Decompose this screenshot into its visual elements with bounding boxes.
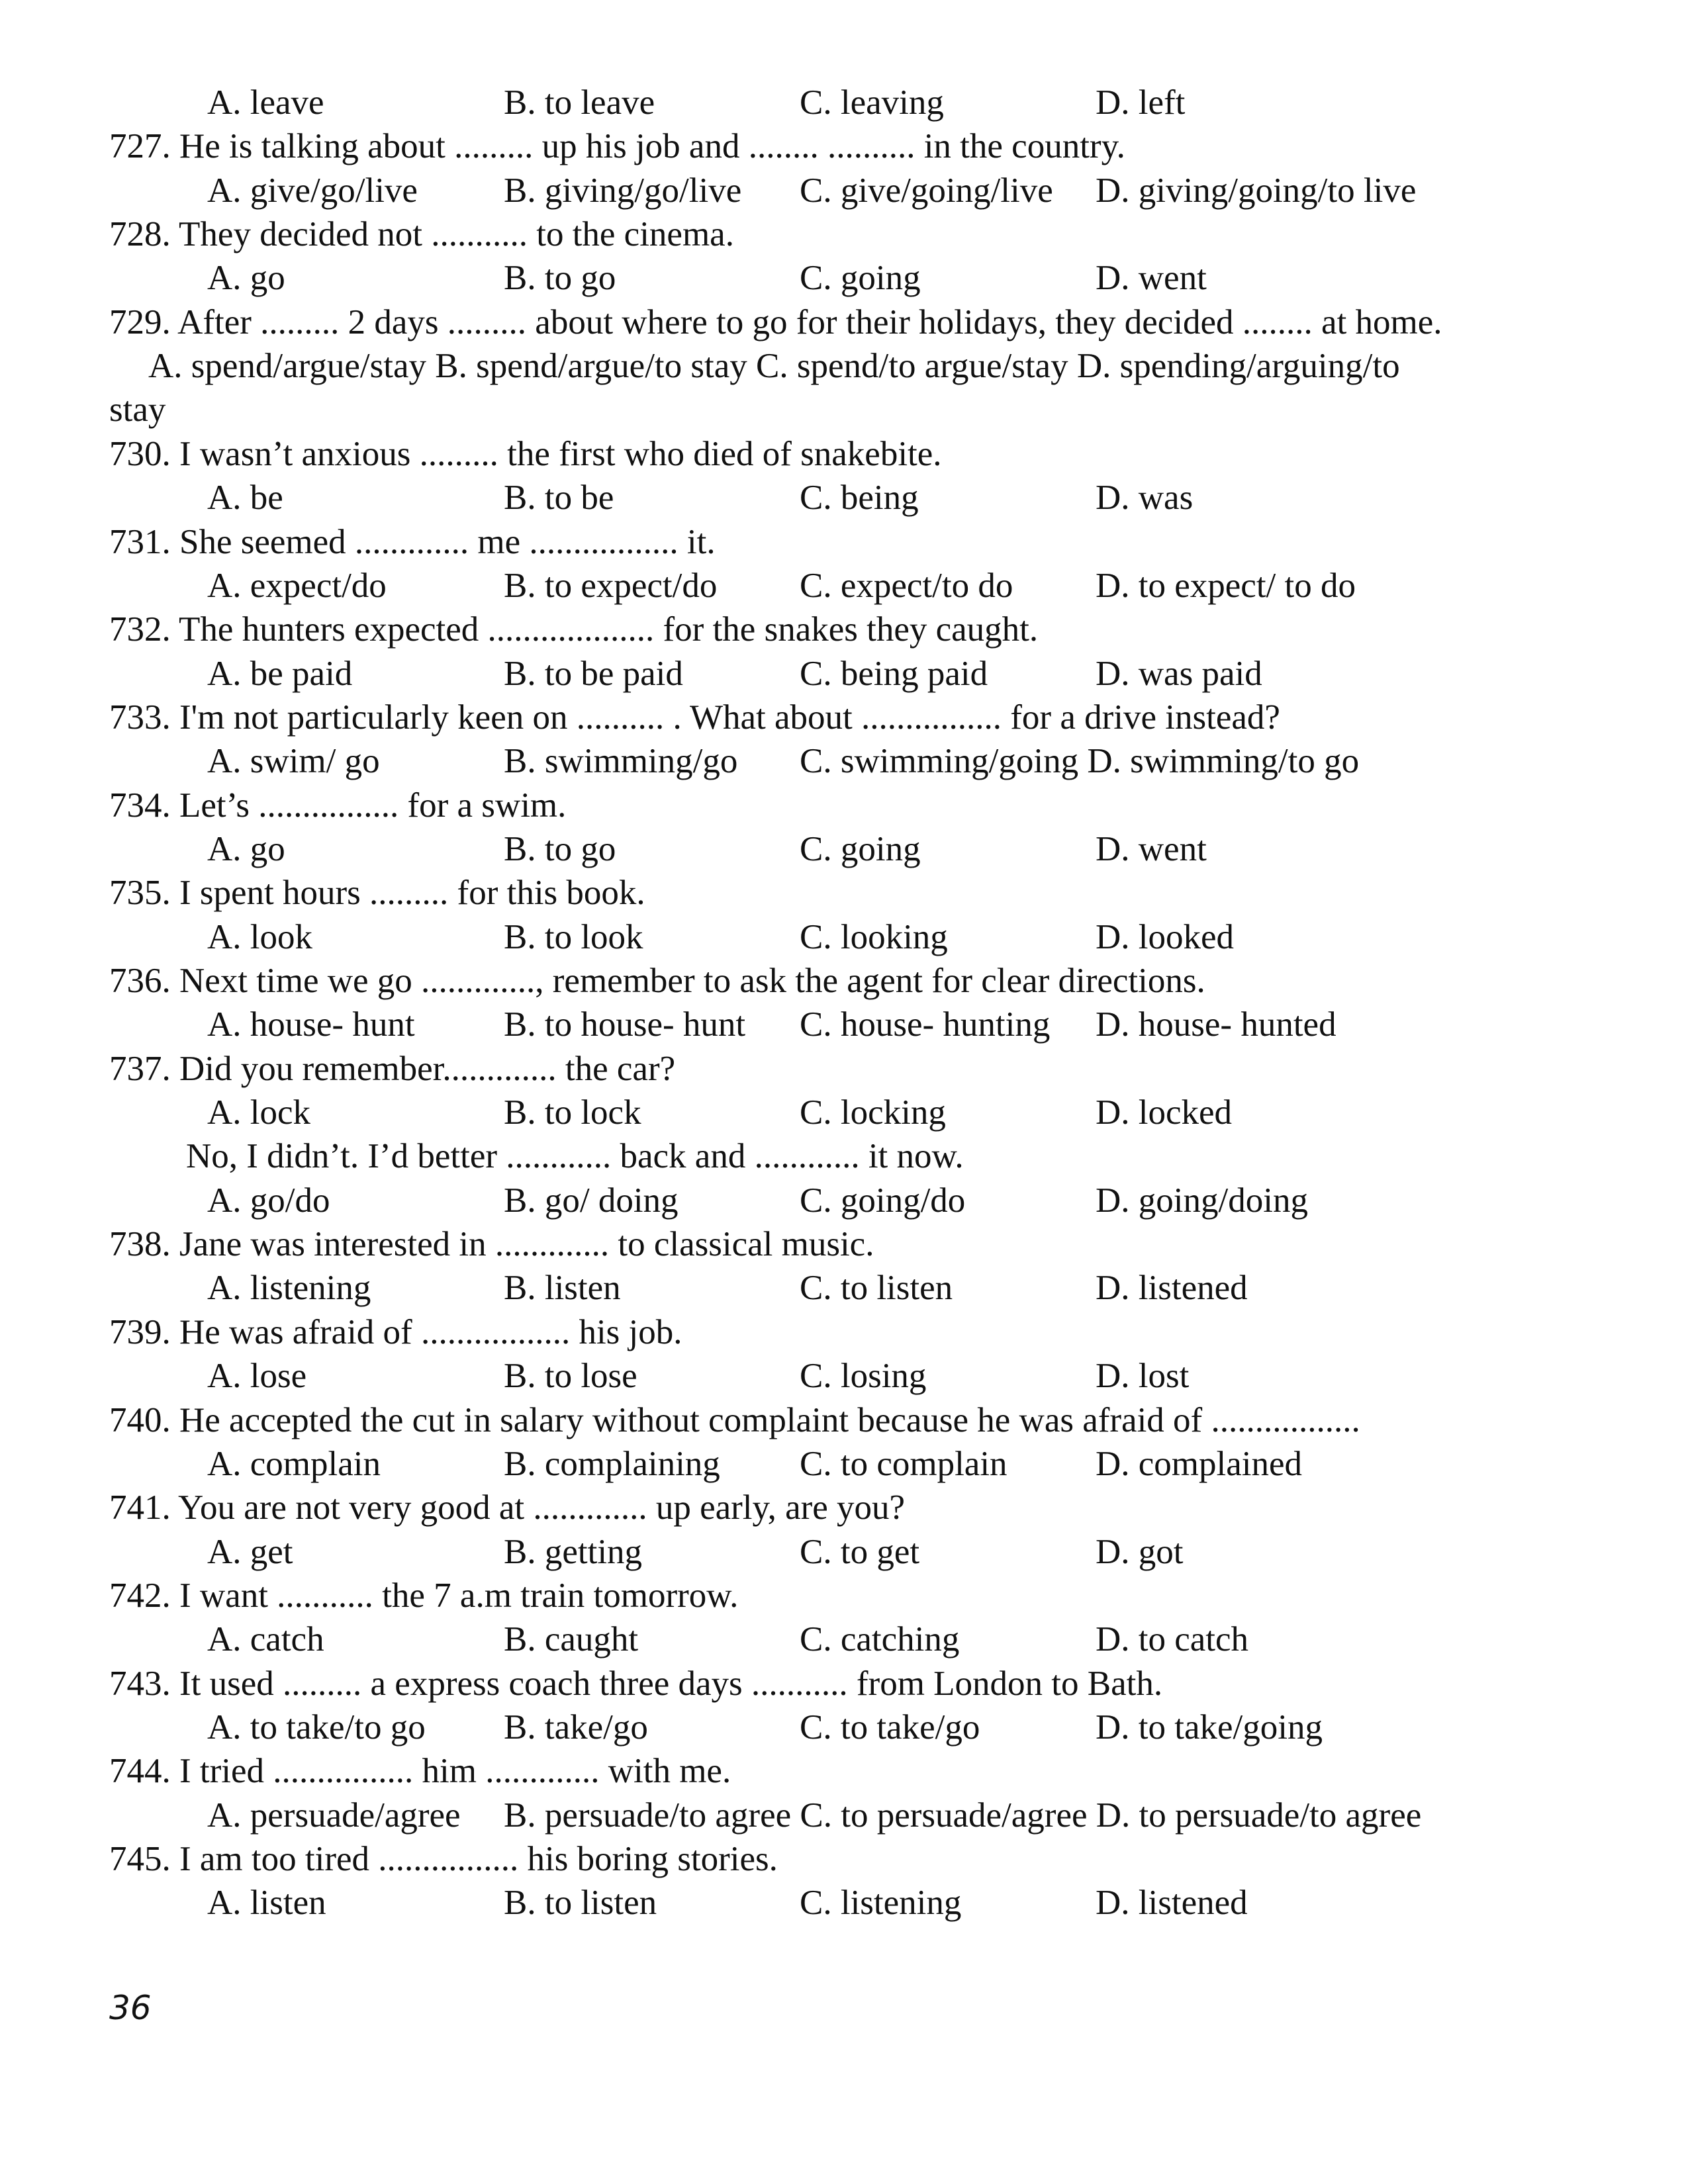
answer-option-d: D. left: [1096, 83, 1186, 122]
question-text: 743. It used ......... a express coach three days ........... from London to Bath.: [109, 1664, 1163, 1703]
answer-option-d: D. looked: [1096, 917, 1235, 956]
answer-option-b: B. listen: [504, 1269, 621, 1308]
answer-options-row: [0, 1091, 1688, 1134]
answer-option-d: D. was: [1096, 478, 1194, 518]
answer-options-row: [0, 169, 1688, 212]
answer-option-b: B. to go: [504, 829, 616, 868]
answer-options-row: [0, 388, 1688, 432]
answer-options-row: [0, 1179, 1688, 1222]
answer-option-d: D. got: [1096, 1532, 1184, 1571]
question-text: 745. I am too tired ................ his boring stories.: [109, 1840, 778, 1878]
answer-options-row: [0, 1354, 1688, 1398]
answer-option-a: A. look: [207, 917, 312, 956]
answer-option-a: A. lose: [207, 1357, 307, 1396]
answer-option-a: A. persuade/agree: [207, 1796, 461, 1835]
answer-option-a: A. listening: [207, 1269, 371, 1308]
question-text: 739. He was afraid of ................. his job.: [109, 1312, 682, 1351]
answer-option-d: D. went: [1096, 829, 1207, 868]
answer-option-b: B. complaining: [504, 1444, 720, 1483]
question-line: [0, 1047, 1688, 1091]
answer-options-row: [0, 1530, 1688, 1574]
question-line: [0, 1310, 1688, 1354]
question-line: [0, 1398, 1688, 1442]
answer-option-c: C. leaving: [800, 83, 944, 122]
answer-option-b: B. to lock: [504, 1093, 641, 1132]
answer-option-c: C. locking: [800, 1093, 946, 1132]
question-text: 740. He accepted the cut in salary without complaint because he was afraid of .................: [109, 1400, 1360, 1439]
answer-option-c: C. swimming/going D. swimming/to go: [800, 742, 1360, 781]
answer-option-b: B. go/ doing: [504, 1181, 679, 1220]
answer-option-b: B. to be: [504, 478, 614, 518]
answer-option-b: B. to listen: [504, 1884, 657, 1923]
question-line: [0, 1134, 1688, 1178]
question-line: [0, 1222, 1688, 1266]
answer-option-a: A. give/go/live: [207, 171, 418, 210]
answer-option-b: B. to leave: [504, 83, 655, 122]
answer-option-c: C. to get: [800, 1532, 920, 1571]
question-line: [0, 608, 1688, 651]
question-text: 733. I'm not particularly keen on .......... . What about ................ for a drive instead?: [109, 698, 1280, 737]
answer-option-a: A. go/do: [207, 1181, 330, 1220]
answer-option-a: A. leave: [207, 83, 324, 122]
answer-option-d: D. house- hunted: [1096, 1005, 1336, 1044]
answer-option-c: C. give/going/live: [800, 171, 1053, 210]
question-line: [0, 1486, 1688, 1529]
answer-option-a: A. be paid: [207, 654, 353, 693]
answer-option-c: C. looking: [800, 917, 948, 956]
answer-option-d: D. was paid: [1096, 654, 1262, 693]
answer-option-b: B. to house- hunt: [504, 1005, 746, 1044]
answer-option-c: C. catching: [800, 1620, 960, 1659]
answer-options-row: [0, 256, 1688, 300]
answer-option-d: D. went: [1096, 259, 1207, 298]
question-line: [0, 696, 1688, 739]
question-text: 732. The hunters expected ................... for the snakes they caught.: [109, 610, 1039, 649]
answer-option-b: B. persuade/to agree C. to persuade/agree D. to persuade/to agree: [504, 1796, 1422, 1835]
answer-options-row: [0, 344, 1688, 388]
answer-option-b: B. to lose: [504, 1357, 637, 1396]
answer-options-text: A. spend/argue/stay B. spend/argue/to stay C. spend/to argue/stay D. spending/arguing/to: [148, 347, 1400, 386]
question-line: [0, 871, 1688, 915]
answer-option-b: B. caught: [504, 1620, 639, 1659]
answer-option-b: B. to go: [504, 259, 616, 298]
answer-options-row: [0, 81, 1688, 124]
question-line: [0, 520, 1688, 564]
answer-option-a: A. go: [207, 259, 285, 298]
question-text: 730. I wasn’t anxious ......... the first who died of snakebite.: [109, 434, 942, 473]
answer-option-a: A. expect/do: [207, 566, 387, 605]
question-text: 728. They decided not ........... to the cinema.: [109, 215, 734, 254]
question-text: 741. You are not very good at ............. up early, are you?: [109, 1488, 906, 1527]
question-text: 736. Next time we go ............., remember to ask the agent for clear directions.: [109, 962, 1205, 1000]
page-number: 36: [109, 1989, 152, 2027]
question-line: [0, 432, 1688, 476]
answer-options-row: [0, 1003, 1688, 1046]
answer-options-row: [0, 564, 1688, 608]
answer-option-a: A. complain: [207, 1444, 381, 1483]
question-line: [0, 959, 1688, 1003]
question-text: No, I didn’t. I’d better ............ back and ............ it now.: [186, 1137, 964, 1176]
answer-option-b: B. getting: [504, 1532, 643, 1571]
answer-option-d: D. to catch: [1096, 1620, 1249, 1659]
answer-option-a: A. to take/to go: [207, 1707, 426, 1747]
question-text: 738. Jane was interested in ............. to classical music.: [109, 1225, 874, 1264]
answer-option-d: D. going/doing: [1096, 1181, 1308, 1220]
answer-option-b: B. to be paid: [504, 654, 683, 693]
question-line: [0, 784, 1688, 827]
answer-option-b: B. to look: [504, 917, 643, 956]
answer-options-row: [0, 1881, 1688, 1925]
answer-option-a: A. catch: [207, 1620, 324, 1659]
answer-options-row: [0, 1794, 1688, 1837]
answer-option-c: C. losing: [800, 1357, 927, 1396]
question-line: [0, 1574, 1688, 1617]
answer-option-c: C. to complain: [800, 1444, 1008, 1483]
question-line: [0, 1837, 1688, 1881]
answer-option-d: D. to take/going: [1096, 1707, 1323, 1747]
answer-options-row: [0, 739, 1688, 783]
answer-option-d: D. listened: [1096, 1269, 1248, 1308]
answer-option-c: C. to listen: [800, 1269, 953, 1308]
answer-options-row: [0, 827, 1688, 871]
answer-option-a: A. swim/ go: [207, 742, 380, 781]
answer-options-row: [0, 1266, 1688, 1310]
answer-option-c: C. going/do: [800, 1181, 966, 1220]
answer-option-d: D. to expect/ to do: [1096, 566, 1356, 605]
answer-option-d: D. giving/going/to live: [1096, 171, 1417, 210]
answer-option-a: A. be: [207, 478, 283, 518]
question-text: 727. He is talking about ......... up his job and ........ .......... in the country.: [109, 127, 1125, 166]
answer-option-c: C. to take/go: [800, 1707, 980, 1747]
answer-option-a: A. lock: [207, 1093, 311, 1132]
question-text: 731. She seemed ............. me ................. it.: [109, 522, 716, 561]
question-text: 729. After ......... 2 days ......... about where to go for their holidays, they decided ........ at home.: [109, 302, 1442, 341]
answer-option-c: C. going: [800, 259, 921, 298]
answer-option-a: A. get: [207, 1532, 293, 1571]
answer-option-a: A. listen: [207, 1884, 326, 1923]
question-line: [0, 212, 1688, 256]
answer-option-d: D. complained: [1096, 1444, 1303, 1483]
question-text: 737. Did you remember............. the car?: [109, 1049, 676, 1088]
answer-option-c: C. being paid: [800, 654, 988, 693]
question-text: 742. I want ........... the 7 a.m train tomorrow.: [109, 1576, 739, 1615]
question-text: 735. I spent hours ......... for this book.: [109, 874, 645, 913]
answer-options-row: [0, 1442, 1688, 1486]
answer-options-row: [0, 476, 1688, 520]
answer-option-a: A. house- hunt: [207, 1005, 415, 1044]
answer-options-row: [0, 1617, 1688, 1661]
question-line: [0, 124, 1688, 168]
answer-option-d: D. lost: [1096, 1357, 1190, 1396]
answer-option-d: D. locked: [1096, 1093, 1233, 1132]
answer-option-b: B. swimming/go: [504, 742, 738, 781]
question-text: 734. Let’s ................ for a swim.: [109, 786, 567, 825]
answer-option-a: A. go: [207, 829, 285, 868]
answer-options-text: stay: [109, 390, 166, 430]
answer-option-c: C. listening: [800, 1884, 962, 1923]
question-line: [0, 1662, 1688, 1706]
answer-option-c: C. going: [800, 829, 921, 868]
question-line: [0, 300, 1688, 344]
answer-option-b: B. giving/go/live: [504, 171, 742, 210]
answer-option-b: B. to expect/do: [504, 566, 718, 605]
answer-options-row: [0, 915, 1688, 959]
answer-options-row: [0, 652, 1688, 696]
answer-options-row: [0, 1706, 1688, 1749]
answer-option-c: C. expect/to do: [800, 566, 1013, 605]
answer-option-d: D. listened: [1096, 1884, 1248, 1923]
answer-option-b: B. take/go: [504, 1707, 648, 1747]
question-text: 744. I tried ................ him ............. with me.: [109, 1752, 731, 1791]
answer-option-c: C. house- hunting: [800, 1005, 1051, 1044]
question-line: [0, 1749, 1688, 1793]
answer-option-c: C. being: [800, 478, 919, 518]
